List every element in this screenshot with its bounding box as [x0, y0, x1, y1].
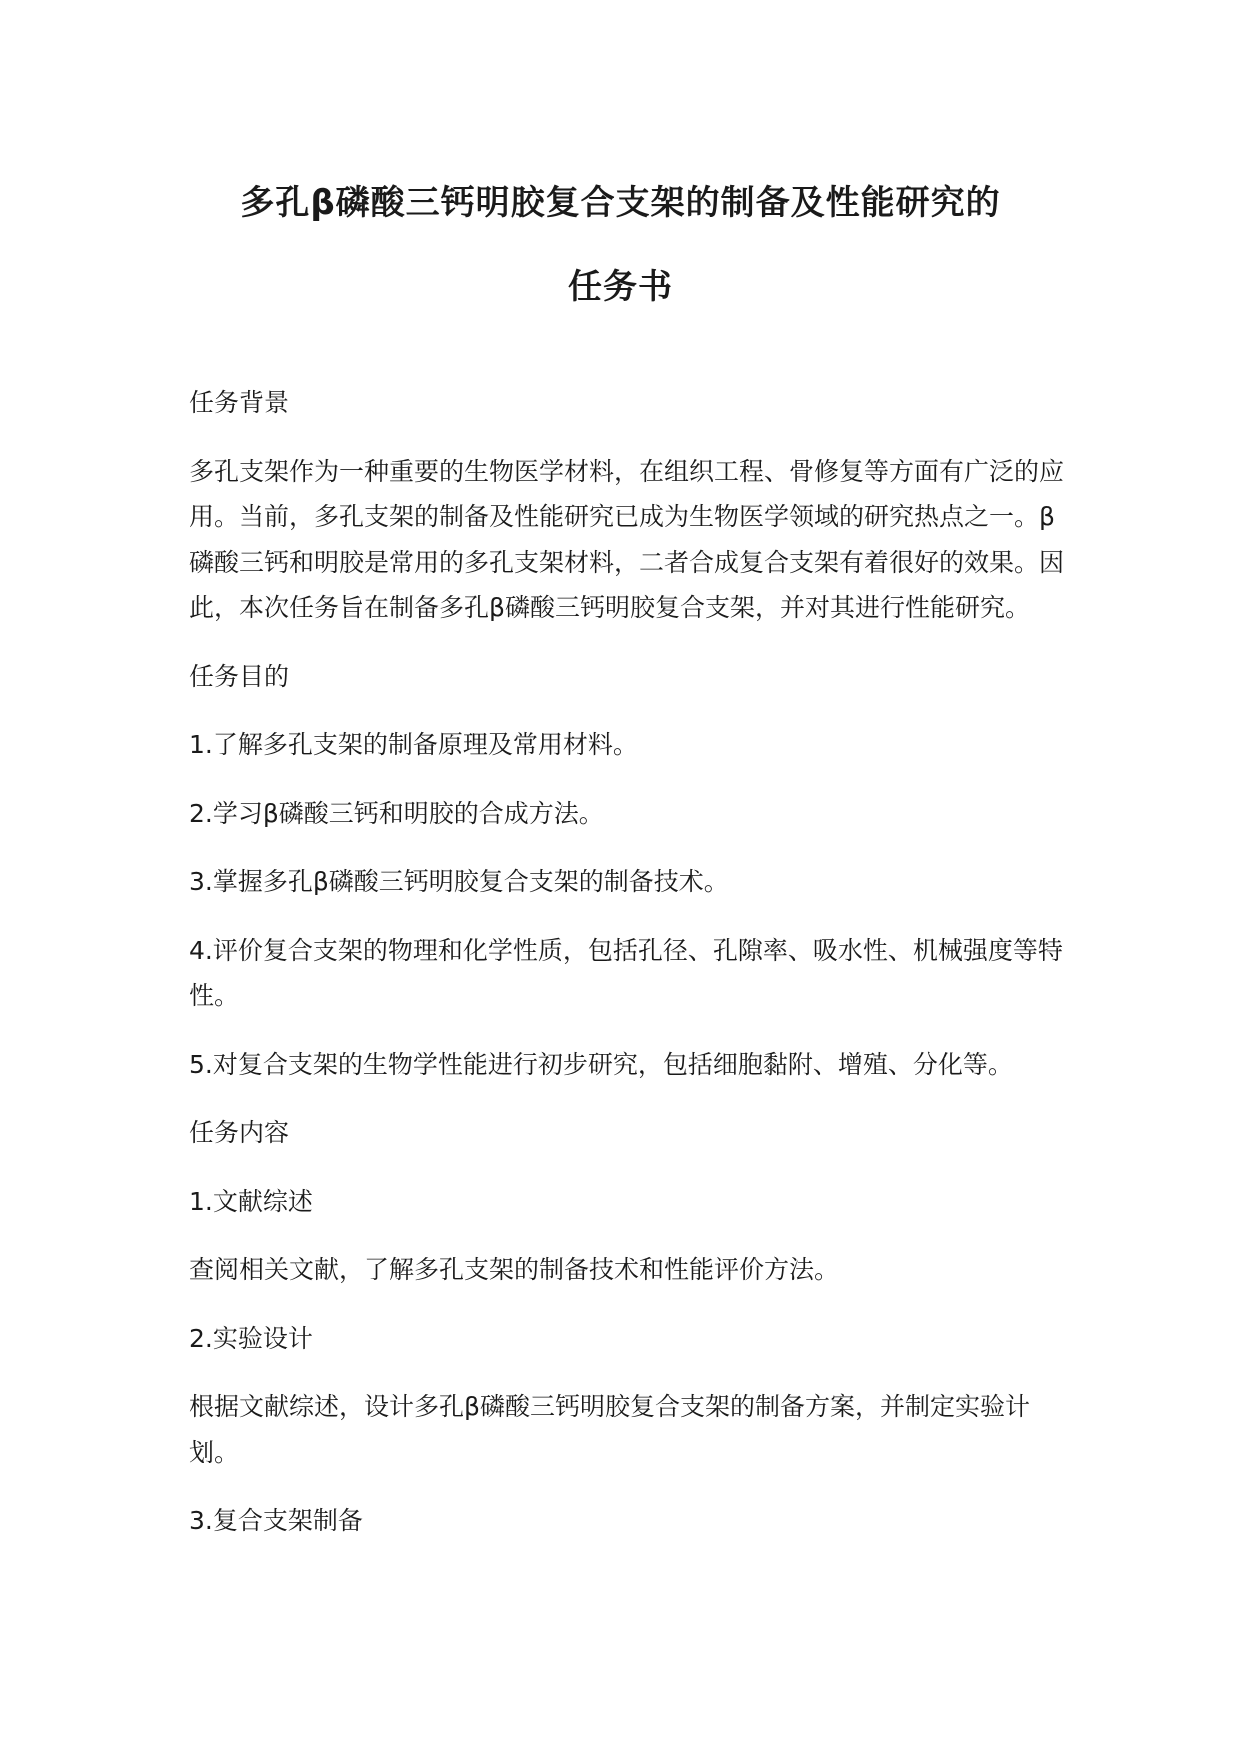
purpose-item-4: 4.评价复合支架的物理和化学性质，包括孔径、孔隙率、吸水性、机械强度等特性。 — [189, 935, 1063, 1010]
document-body — [189, 380, 1069, 1567]
purpose-item-5: 5.对复合支架的生物学性能进行初步研究，包括细胞黏附、增殖、分化等。 — [189, 1049, 1013, 1079]
purpose-item-1: 1.了解多孔支架的制备原理及常用材料。 — [189, 730, 638, 759]
content-item-1-heading: 1.文献综述 — [189, 1186, 313, 1216]
document-title-line-2: 任务书 — [568, 267, 673, 307]
purpose-item-2: 2.学习β磷酸三钙和明胶的合成方法。 — [189, 798, 604, 828]
content-item-2-heading: 2.实验设计 — [189, 1323, 313, 1353]
content-item-2-text: 根据文献综述，设计多孔β磷酸三钙明胶复合支架的制备方案，并制定实验计划。 — [189, 1392, 1030, 1467]
section-heading-content: 任务内容 — [189, 1118, 290, 1147]
section-heading-purpose: 任务目的 — [189, 661, 290, 691]
content-item-3-heading: 3.复合支架制备 — [189, 1506, 363, 1535]
paragraph-background: 多孔支架作为一种重要的生物医学材料，在组织工程、骨修复等方面有广泛的应用。当前，多孔支架的制备及性能研究已成为生物医学领域的研究热点之一。β磷酸三钙和明胶是常用的多孔支架材料，二者合成复合支架有着很好的效果。因此，本次任务旨在制备多孔β磷酸三钙明胶复合支架，并对其进行性能研究。 — [189, 456, 1065, 622]
content-item-1-text: 查阅相关文献，了解多孔支架的制备技术和性能评价方法。 — [189, 1255, 840, 1284]
section-heading-background: 任务背景 — [189, 388, 290, 417]
document-title-line-1: 多孔β磷酸三钙明胶复合支架的制备及性能研究的 — [240, 183, 1001, 223]
purpose-item-3: 3.掌握多孔β磷酸三钙明胶复合支架的制备技术。 — [189, 867, 729, 896]
